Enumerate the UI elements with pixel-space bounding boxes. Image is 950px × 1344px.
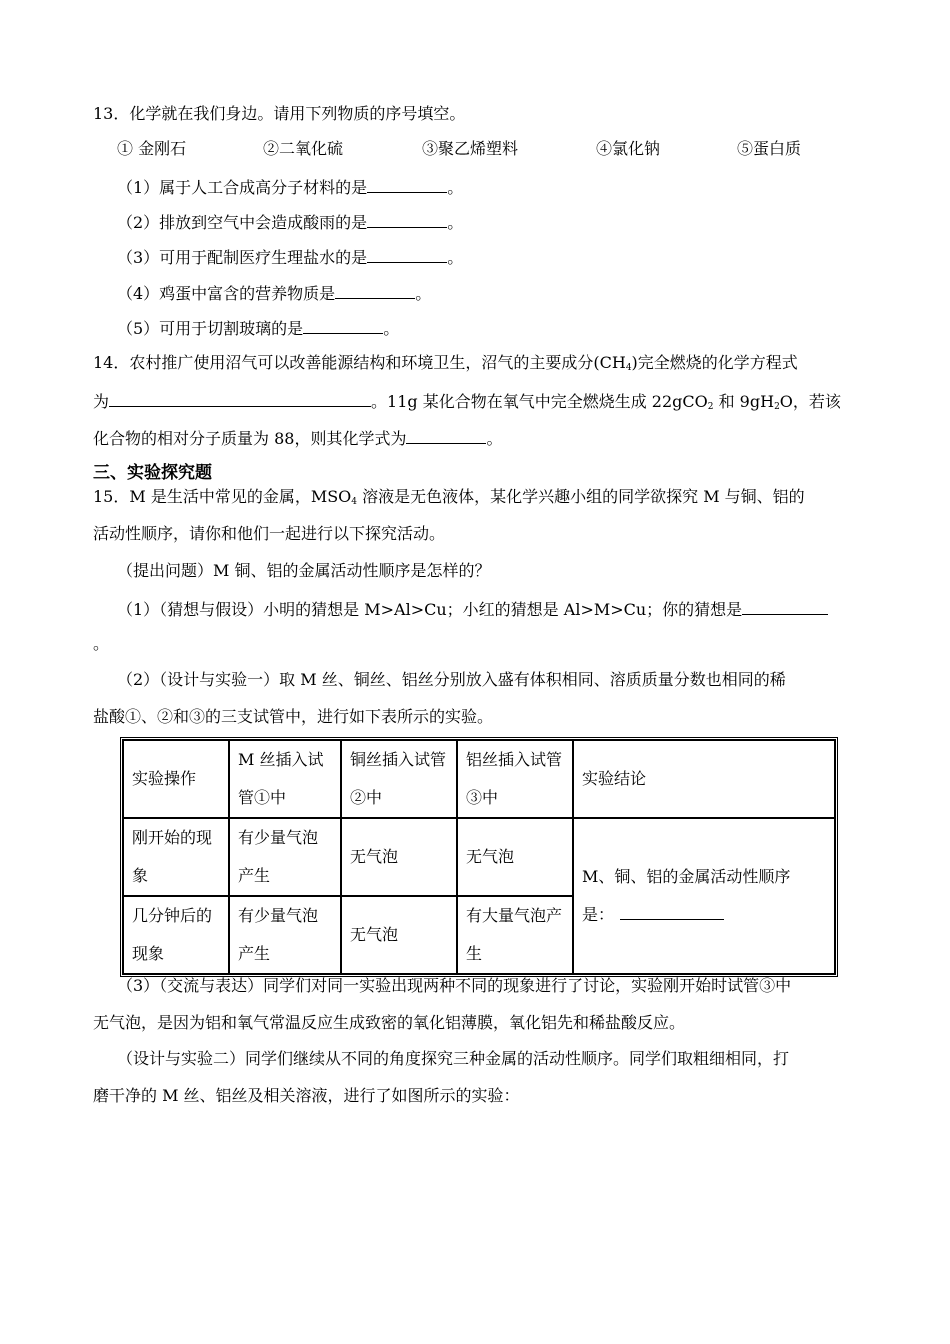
table-cell: 无气泡 [341, 818, 457, 896]
conclusion-answer: 是： [582, 896, 826, 934]
table-cell: 无气泡 [457, 818, 573, 896]
table-header-cell: 铜丝插入试管②中 [341, 740, 457, 818]
q14-line-2: 为 。11g 某化合物在氧气中完全燃烧生成 22gCO$_2$ 和 $9gH_2O$，若该 [93, 389, 841, 418]
table-conclusion-cell [573, 818, 835, 974]
q13-stem: 13．化学就在我们身边。请用下列物质的序号填空。 [93, 104, 466, 123]
q15-line-1: 15．M 是生活中常见的金属，$MSO_4$ 溶液是无色液体，某化学兴趣小组的同学欲探究 M 与铜、铝的 [93, 487, 805, 507]
answer-blank[interactable] [335, 281, 415, 299]
table-header-cell: 实验结论 [573, 740, 835, 818]
experiment-table [120, 737, 838, 977]
q15-part-3-line-2: 无气泡，是因为铝和氧气常温反应生成致密的氧化铝薄膜，氧化铝先和稀盐酸反应。 [93, 1013, 686, 1032]
q13-option-3: ③聚乙烯塑料 [422, 139, 519, 158]
q15-part-2-line-1: （2）（设计与实验一）取 M 丝、铜丝、铝丝分别放入盛有体积相同、溶质质量分数也相同的稀 [117, 670, 786, 689]
q14-line-3: 化合物的相对分子质量为 88，则其化学式为 。 [93, 426, 502, 450]
table-header-row [123, 740, 835, 818]
q13-item-4: （4）鸡蛋中富含的营养物质是 。 [117, 281, 431, 305]
table-cell: 刚开始的现象 [123, 818, 229, 896]
answer-blank[interactable] [367, 245, 447, 263]
section-heading: 三、实验探究题 [93, 463, 212, 483]
q13-item-2: （2）排放到空气中会造成酸雨的是 。 [117, 210, 463, 234]
q15-part-4-line-1: （设计与实验二）同学们继续从不同的角度探究三种金属的活动性顺序。同学们取粗细相同，打 [117, 1049, 790, 1068]
q15-line-2: 活动性顺序，请你和他们一起进行以下探究活动。 [93, 524, 446, 543]
answer-blank[interactable] [367, 210, 447, 228]
table-cell: 无气泡 [341, 896, 457, 974]
answer-blank[interactable] [742, 597, 828, 615]
q15-question: （提出问题）M 铜、铝的金属活动性顺序是怎样的？ [117, 561, 491, 580]
q13-option-5: ⑤蛋白质 [737, 139, 802, 158]
table-cell: 有大量气泡产生 [457, 896, 573, 974]
table-header-cell: 铝丝插入试管③中 [457, 740, 573, 818]
q15-part-4-line-2: 磨干净的 M 丝、铝丝及相关溶液，进行了如图所示的实验： [93, 1086, 520, 1105]
q15-part-1-end: 。 [93, 634, 110, 653]
q13-item-1: （1）属于人工合成高分子材料的是 。 [117, 175, 463, 199]
answer-blank[interactable] [406, 426, 486, 444]
table-cell: 几分钟后的现象 [123, 896, 229, 974]
q14-line-1: 14．农村推广使用沼气可以改善能源结构和环境卫生，沼气的主要成分$(CH_4)$完全燃烧的化学方程式 [93, 353, 798, 373]
table-header-cell: M 丝插入试管①中 [229, 740, 341, 818]
q15-part-3-line-1: （3）（交流与表达）同学们对同一实验出现两种不同的现象进行了讨论，实验刚开始时试管③中 [117, 976, 792, 995]
answer-blank[interactable] [303, 316, 383, 334]
table-header-cell: 实验操作 [123, 740, 229, 818]
table-cell: 有少量气泡产生 [229, 896, 341, 974]
q13-option-1: ① 金刚石 [117, 139, 187, 158]
answer-blank[interactable] [109, 389, 371, 407]
q13-item-5: （5）可用于切割玻璃的是 。 [117, 316, 399, 340]
table-row [123, 818, 835, 896]
q15-part-1: （1）（猜想与假设）小明的猜想是 M>Al>Cu；小红的猜想是 Al>M>Cu；你的猜想是 [117, 597, 828, 621]
q15-part-2-line-2: 盐酸①、②和③的三支试管中，进行如下表所示的实验。 [93, 707, 494, 726]
q13-item-3: （3）可用于配制医疗生理盐水的是 。 [117, 245, 463, 269]
conclusion-text: M、铜、铝的金属活动性顺序 [582, 867, 791, 886]
q13-option-4: ④氯化钠 [596, 139, 661, 158]
answer-blank[interactable] [620, 902, 724, 920]
q13-option-2: ②二氧化硫 [263, 139, 344, 158]
answer-blank[interactable] [367, 175, 447, 193]
table-cell: 有少量气泡产生 [229, 818, 341, 896]
